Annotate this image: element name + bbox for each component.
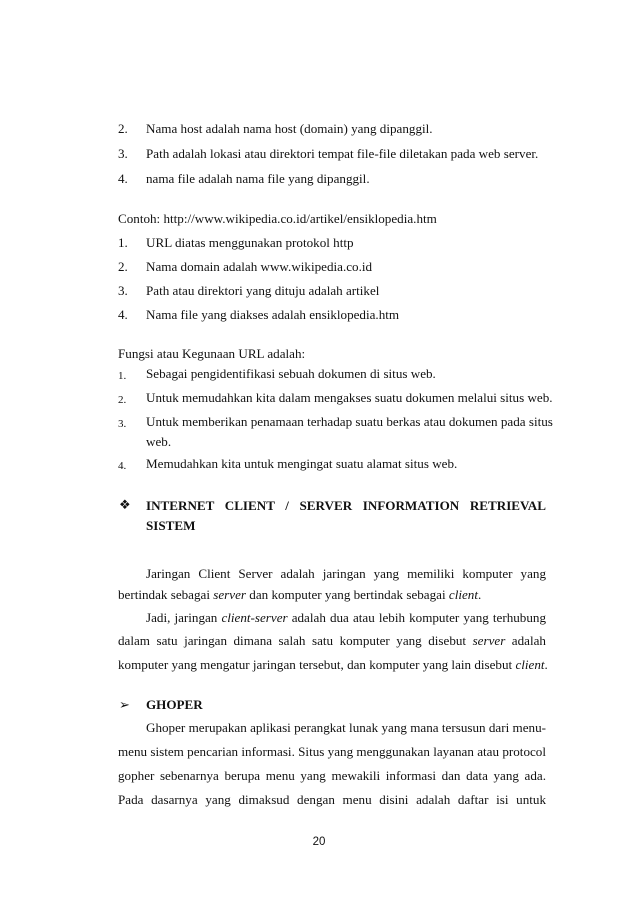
text-run: bertindak sebagai xyxy=(118,587,214,602)
list-number: 2. xyxy=(118,394,127,406)
text-run: komputer yang mengatur jaringan tersebut, dan komputer yang lain disebut xyxy=(118,657,516,672)
paragraph-line: Ghoper merupakan aplikasi perangkat lunak yang mana tersusun dari menu- xyxy=(146,720,546,735)
list-item: Nama host adalah nama host (domain) yang dipanggil. xyxy=(146,121,433,136)
list-item-continuation: web. xyxy=(146,434,172,449)
section-heading: INTERNET CLIENT / SERVER INFORMATION RETRIEVAL xyxy=(146,498,546,513)
list-number: 2. xyxy=(118,259,128,274)
paragraph-line xyxy=(118,657,546,673)
list-number: 3. xyxy=(118,146,128,161)
section-heading-continuation: SISTEM xyxy=(146,518,196,533)
list-item: Path atau direktori yang dituju adalah artikel xyxy=(146,283,380,298)
list-item: Nama domain adalah www.wikipedia.co.id xyxy=(146,259,373,274)
italic-term: client-server xyxy=(221,610,288,625)
list-number: 3. xyxy=(118,283,128,298)
text-run: adalah xyxy=(505,633,546,648)
text-run: . xyxy=(544,657,548,672)
text-run: dan komputer yang bertindak sebagai xyxy=(246,587,449,602)
paragraph-line: Jaringan Client Server adalah jaringan yang memiliki komputer yang xyxy=(146,566,546,581)
italic-term: client xyxy=(448,587,478,602)
diamond-bullet-icon: ❖ xyxy=(119,497,131,512)
page-number: 20 xyxy=(312,836,326,848)
paragraph-line: Pada dasarnya yang dimaksud dengan menu disini adalah daftar isi untuk xyxy=(118,792,546,807)
italic-term: client xyxy=(515,657,545,672)
text-run: adalah dua atau lebih komputer yang terhubung xyxy=(287,610,546,625)
list-item: URL diatas menggunakan protokol http xyxy=(146,235,354,250)
list-number: 3. xyxy=(118,418,127,430)
list-number: 1. xyxy=(118,235,128,250)
list-number: 4. xyxy=(118,307,128,322)
paragraph-line: menu sistem pencarian informasi. Situs yang menggunakan layanan atau protocol xyxy=(118,744,546,759)
list-item: Path adalah lokasi atau direktori tempat file-file diletakan pada web server. xyxy=(146,146,539,161)
list-number: 1. xyxy=(118,370,127,382)
italic-term: server xyxy=(213,587,246,602)
list-number: 2. xyxy=(118,121,128,136)
list-item: Nama file yang diakses adalah ensiklopedia.htm xyxy=(146,307,400,322)
list-number: 4. xyxy=(118,171,128,186)
list-item: Untuk memberikan penamaan terhadap suatu berkas atau dokumen pada situs xyxy=(146,414,553,429)
list-item: Sebagai pengidentifikasi sebuah dokumen di situs web. xyxy=(146,366,436,381)
list-item: Untuk memudahkan kita dalam mengakses suatu dokumen melalui situs web. xyxy=(146,390,553,405)
paragraph-line xyxy=(118,587,546,603)
text-run: . xyxy=(477,587,482,602)
text-run: Jadi, jaringan xyxy=(146,610,222,625)
list-item: Memudahkan kita untuk mengingat suatu alamat situs web. xyxy=(146,456,458,471)
paragraph-line: gopher sebenarnya berupa menu yang mewakili informasi dan data yang ada. xyxy=(118,768,546,783)
text-run: dalam satu jaringan dimana salah satu komputer yang disebut xyxy=(118,633,473,648)
section-heading: GHOPER xyxy=(146,697,203,712)
italic-term: server xyxy=(472,633,506,648)
function-intro: Fungsi atau Kegunaan URL adalah: xyxy=(118,346,306,361)
arrow-bullet-icon: ➢ xyxy=(119,697,130,712)
example-intro: Contoh: http://www.wikipedia.co.id/artikel/ensiklopedia.htm xyxy=(118,211,437,226)
list-item: nama file adalah nama file yang dipanggil. xyxy=(146,171,370,186)
paragraph-line xyxy=(118,633,546,649)
list-number: 4. xyxy=(118,460,127,472)
paragraph-line xyxy=(146,610,546,626)
